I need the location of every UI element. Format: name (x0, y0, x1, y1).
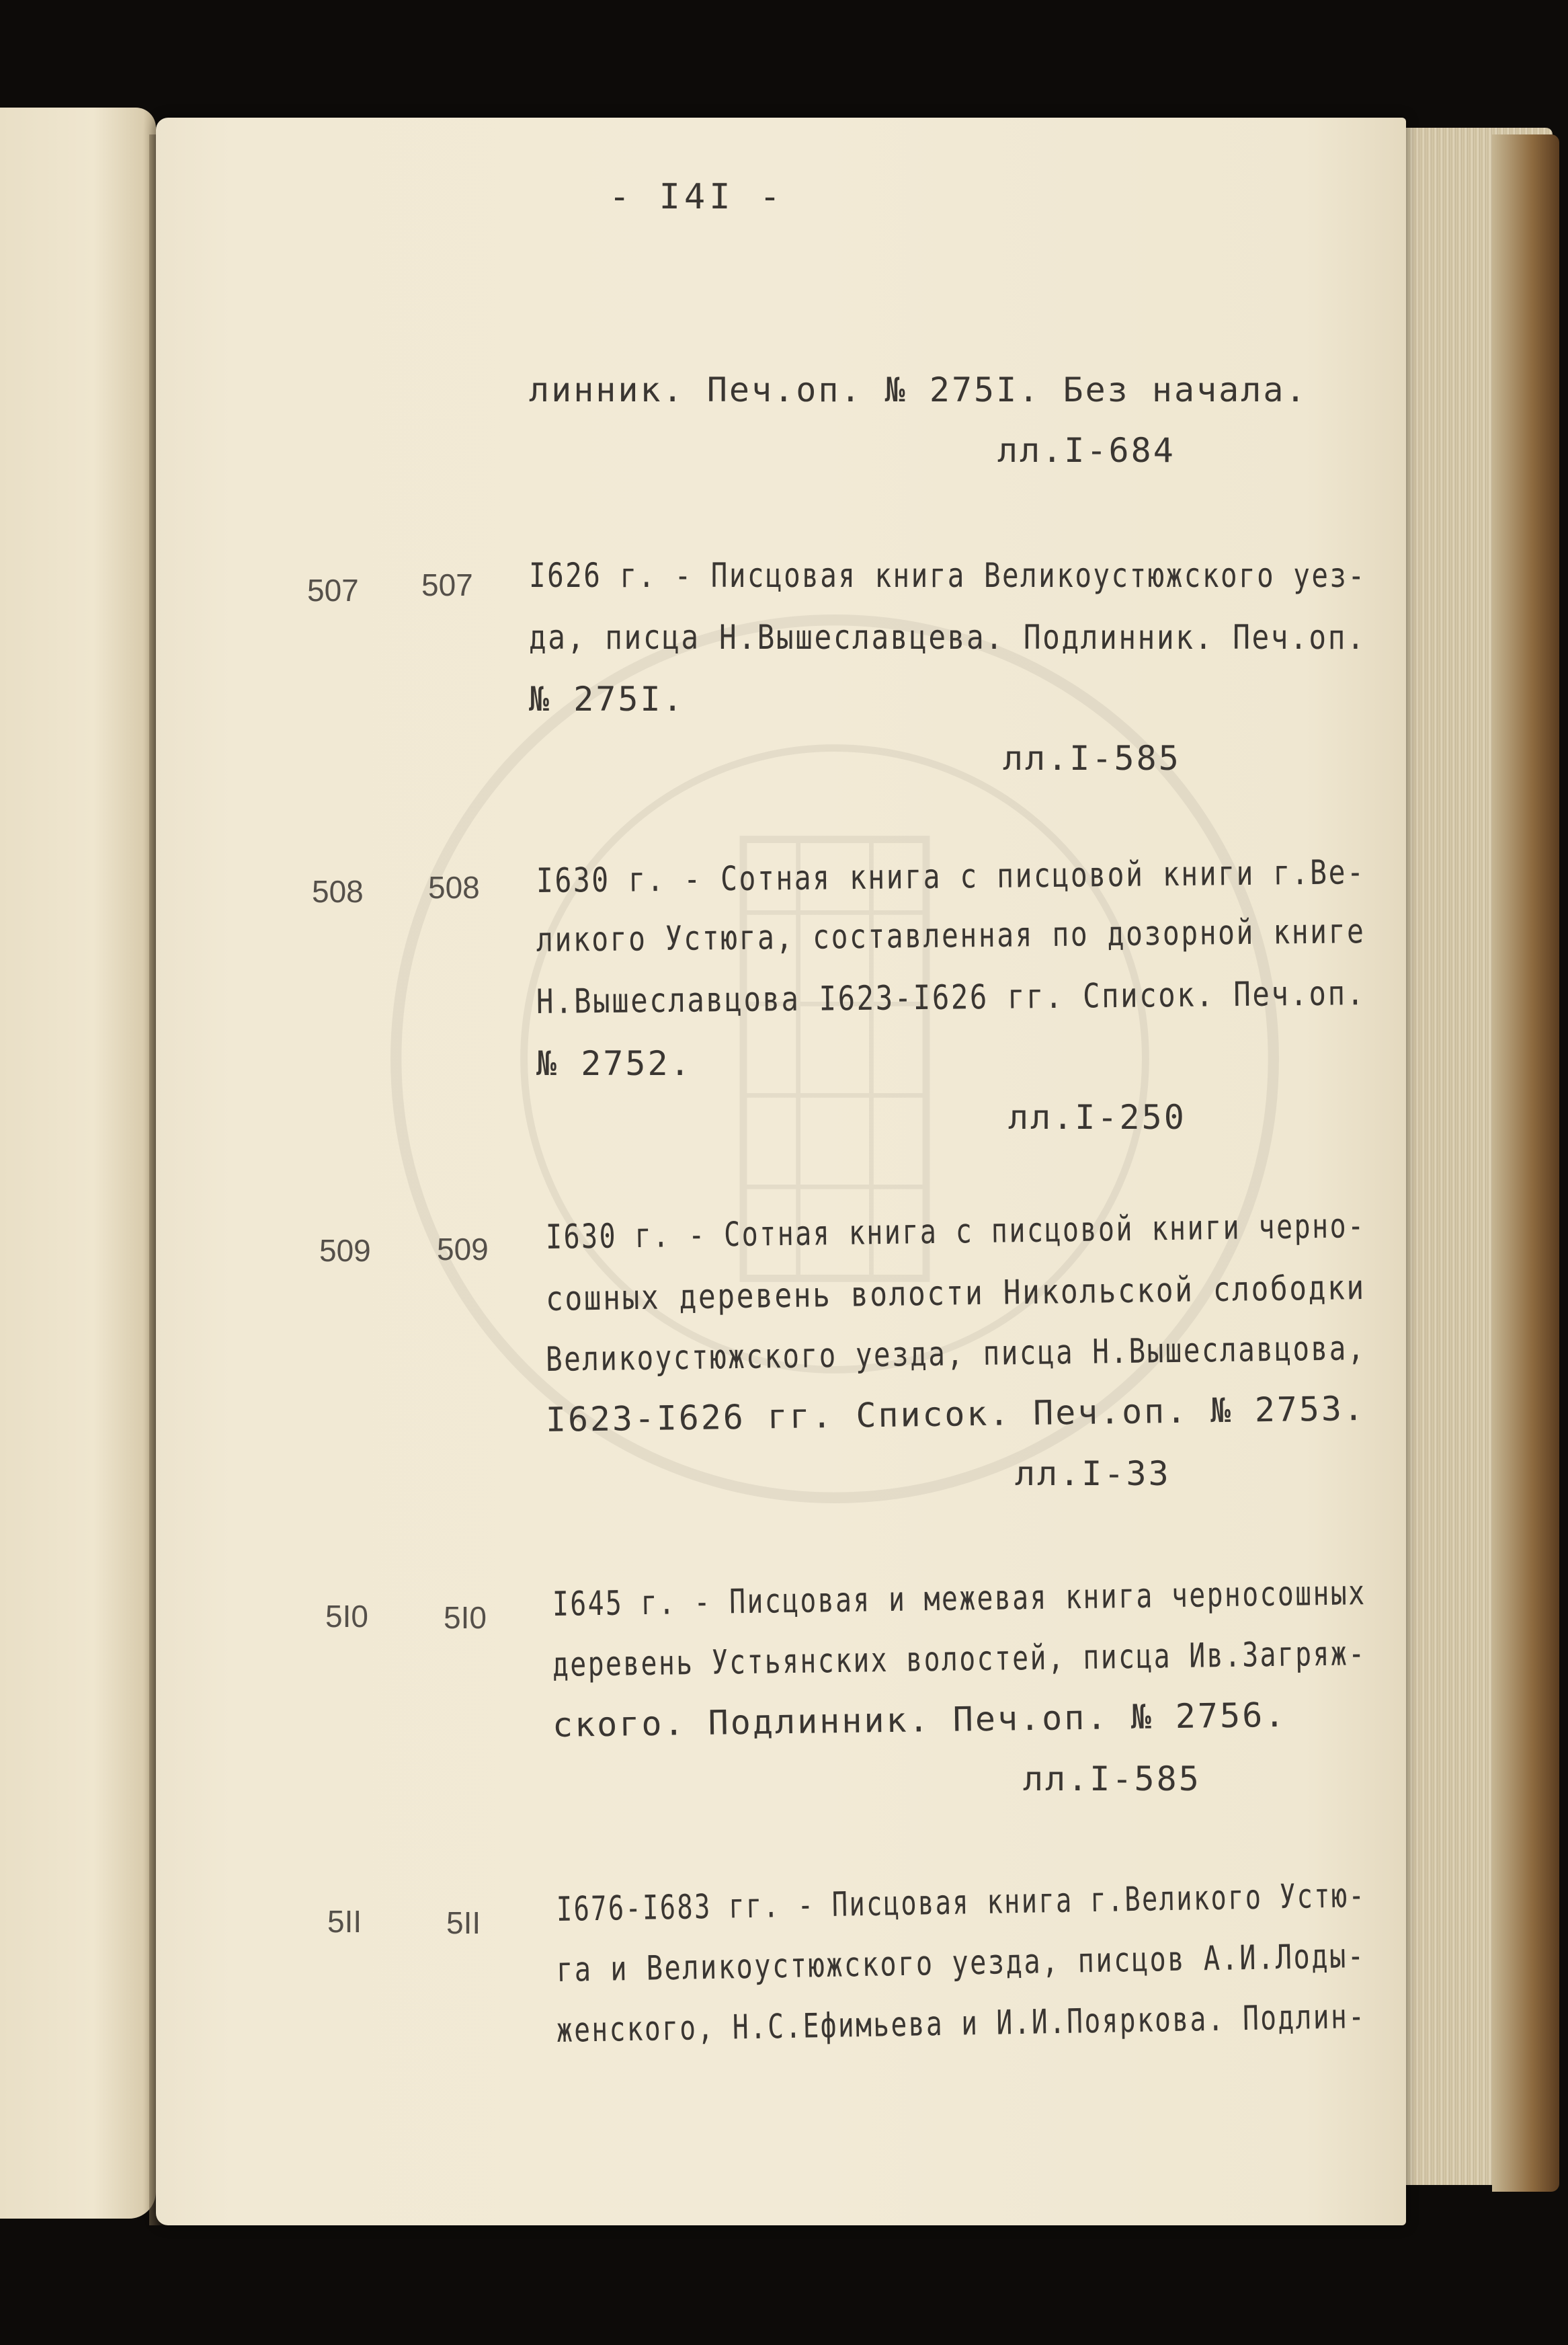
book-cover-edge (1492, 134, 1559, 2192)
entry-number-a: 507 (307, 573, 359, 608)
entry-number-a: 509 (319, 1233, 371, 1268)
entry-folios: лл.I-250 (1008, 1098, 1186, 1137)
entry-line: деревень Устьянских волостей, писца Ив.Загряж- (552, 1634, 1366, 1684)
entry-number-a: 5II (327, 1904, 362, 1939)
entry-folios: лл.I-585 (1003, 739, 1181, 778)
document-page (156, 118, 1406, 2225)
entry-line: ликого Устюга, составленная по дозорной книге (536, 912, 1366, 959)
entry-line: I623-I626 гг. Список. Печ.оп. № 2753. (545, 1388, 1366, 1439)
page-number: - I4I - (609, 177, 785, 217)
entry-line: ского. Подлинник. Печ.оп. № 2756. (552, 1695, 1287, 1745)
entry-line: га и Великоустюжского уезда, писцов А.И.Лоды- (556, 1936, 1366, 1989)
entry-line: да, писца Н.Вышеславцева. Подлинник. Печ.оп. (529, 618, 1366, 657)
entry-line: I630 г. - Сотная книга с писцовой книги г.Ве- (536, 852, 1366, 900)
entry-folios: лл.I-33 (1015, 1454, 1171, 1493)
entry-line: I676-I683 гг. - Писцовая книга г.Великого Устю- (556, 1875, 1366, 1929)
entry-line: Н.Вышеславцова I623-I626 гг. Список. Печ.оп. (536, 973, 1366, 1021)
entry-line: I630 г. - Сотная книга с писцовой книги черно- (545, 1205, 1366, 1257)
entry-line: № 2752. (536, 1044, 692, 1083)
entry-line: женского, Н.С.Ефимьева и И.И.Пояркова. Подлин- (556, 1996, 1366, 2050)
entry-number-b: 509 (437, 1232, 489, 1267)
continuation-line-1: линник. Печ.оп. № 275I. Без начала. (529, 370, 1308, 409)
entry-line: Великоустюжского уезда, писца Н.Вышеславцова, (545, 1328, 1366, 1379)
left-page (0, 108, 156, 2219)
entry-number-b: 508 (428, 870, 480, 905)
entry-line: № 275I. (529, 680, 685, 719)
entry-line: I645 г. - Писцовая и межевая книга черносошных (552, 1573, 1366, 1624)
entry-folios: лл.I-585 (1023, 1759, 1201, 1798)
entry-number-b: 5I0 (444, 1600, 487, 1635)
entry-number-b: 507 (421, 567, 473, 602)
entry-number-a: 508 (312, 874, 364, 909)
entry-line: I626 г. - Писцовая книга Великоустюжского уез- (529, 556, 1366, 595)
continuation-folios: лл.I-684 (997, 431, 1175, 470)
entry-line: сошных деревень волости Никольской слободки (545, 1267, 1366, 1318)
entry-number-a: 5I0 (325, 1599, 368, 1634)
entry-number-b: 5II (446, 1905, 481, 1940)
